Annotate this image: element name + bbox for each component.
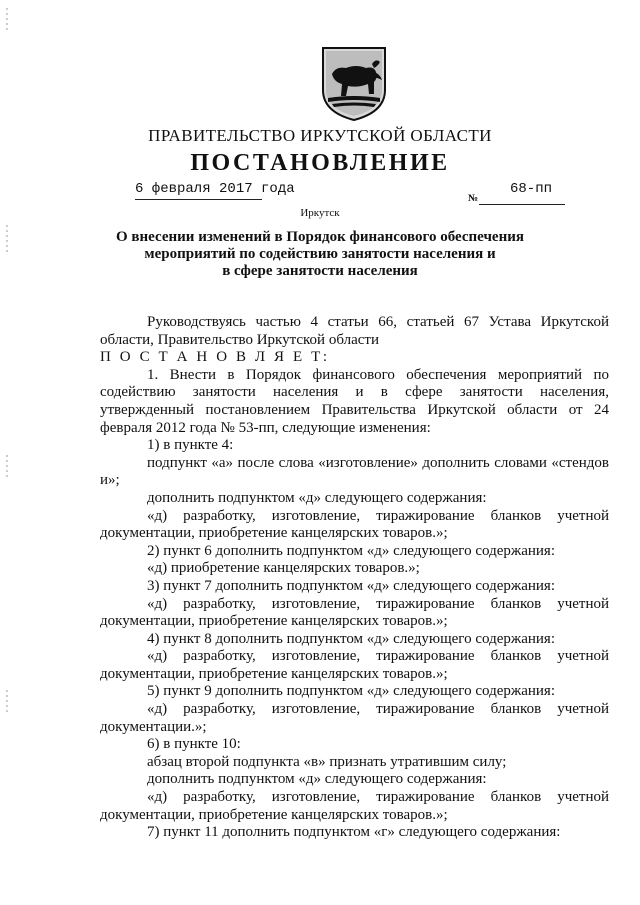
body-paragraph: 3) пункт 7 дополнить подпунктом «д» следующего содержания: — [147, 577, 555, 594]
document-date: 6 февраля 2017 года — [135, 181, 295, 197]
title-line: мероприятий по содействию занятости населения и — [144, 246, 496, 262]
body-paragraph: абзац второй подпункта «в» признать утратившим силу; — [147, 753, 507, 770]
body-paragraph: дополнить подпунктом «д» следующего содержания: — [147, 489, 487, 506]
body-paragraph: дополнить подпунктом «д» следующего содержания: — [147, 771, 487, 788]
document-body — [100, 314, 609, 842]
body-paragraph: «д) разработку, изготовление, тиражирование бланков учетной документации, приобретение канцелярских товаров.»; — [100, 789, 609, 823]
title-line: в сфере занятости населения — [222, 263, 418, 279]
body-paragraph: 7) пункт 11 дополнить подпунктом «г» следующего содержания: — [147, 824, 561, 841]
body-paragraph: 6) в пункте 10: — [147, 736, 241, 753]
government-name: ПРАВИТЕЛЬСТВО ИРКУТСКОЙ ОБЛАСТИ — [148, 126, 492, 145]
body-paragraph: «д) разработку, изготовление, тиражирование бланков учетной документации, приобретение канцелярских товаров.»; — [100, 595, 609, 630]
body-paragraph: 1) в пункте 4: — [147, 437, 234, 454]
document-title — [100, 229, 540, 280]
body-paragraph: «д) разработку, изготовление, тиражирование бланков учетной документации, приобретение канцелярских товаров.»; — [100, 648, 609, 682]
date-underline — [135, 199, 262, 200]
document-type-heading: ПОСТАНОВЛЕНИЕ — [190, 150, 450, 176]
body-paragraph: «д) приобретение канцелярских товаров.»; — [147, 560, 420, 577]
title-line: О внесении изменений в Порядок финансового обеспечения — [116, 229, 524, 245]
resolution-word: П О С Т А Н О В Л Я Е Т: — [100, 349, 330, 366]
number-underline — [479, 204, 565, 205]
number-sign: № — [468, 193, 479, 204]
city-name: Иркутск — [300, 207, 340, 219]
body-paragraph: 5) пункт 9 дополнить подпунктом «д» следующего содержания: — [147, 683, 555, 700]
coat-of-arms-emblem — [318, 44, 390, 122]
body-paragraph: Руководствуясь частью 4 статьи 66, статьей 67 Устава Иркутской области, Правительство Иркутской области — [100, 314, 609, 348]
body-paragraph: подпункт «а» после слова «изготовление» дополнить словами «стендов и»; — [100, 454, 609, 489]
body-paragraph: «д) разработку, изготовление, тиражирование бланков учетной документации.»; — [100, 701, 609, 735]
body-paragraph: 1. Внести в Порядок финансового обеспечения мероприятий по содействию занятости населения и в сфере занятости населения, утвержденный постановлением Правительства Иркутской области от 24 февраля 2012 года № 53-пп, следующие изменения: — [100, 366, 609, 436]
document-number: 68-пп — [510, 181, 553, 197]
body-paragraph: 4) пункт 8 дополнить подпунктом «д» следующего содержания: — [147, 630, 555, 647]
body-paragraph: 2) пункт 6 дополнить подпунктом «д» следующего содержания: — [147, 542, 555, 559]
body-paragraph: «д) разработку, изготовление, тиражирование бланков учетной документации, приобретение канцелярских товаров.»; — [100, 507, 609, 542]
